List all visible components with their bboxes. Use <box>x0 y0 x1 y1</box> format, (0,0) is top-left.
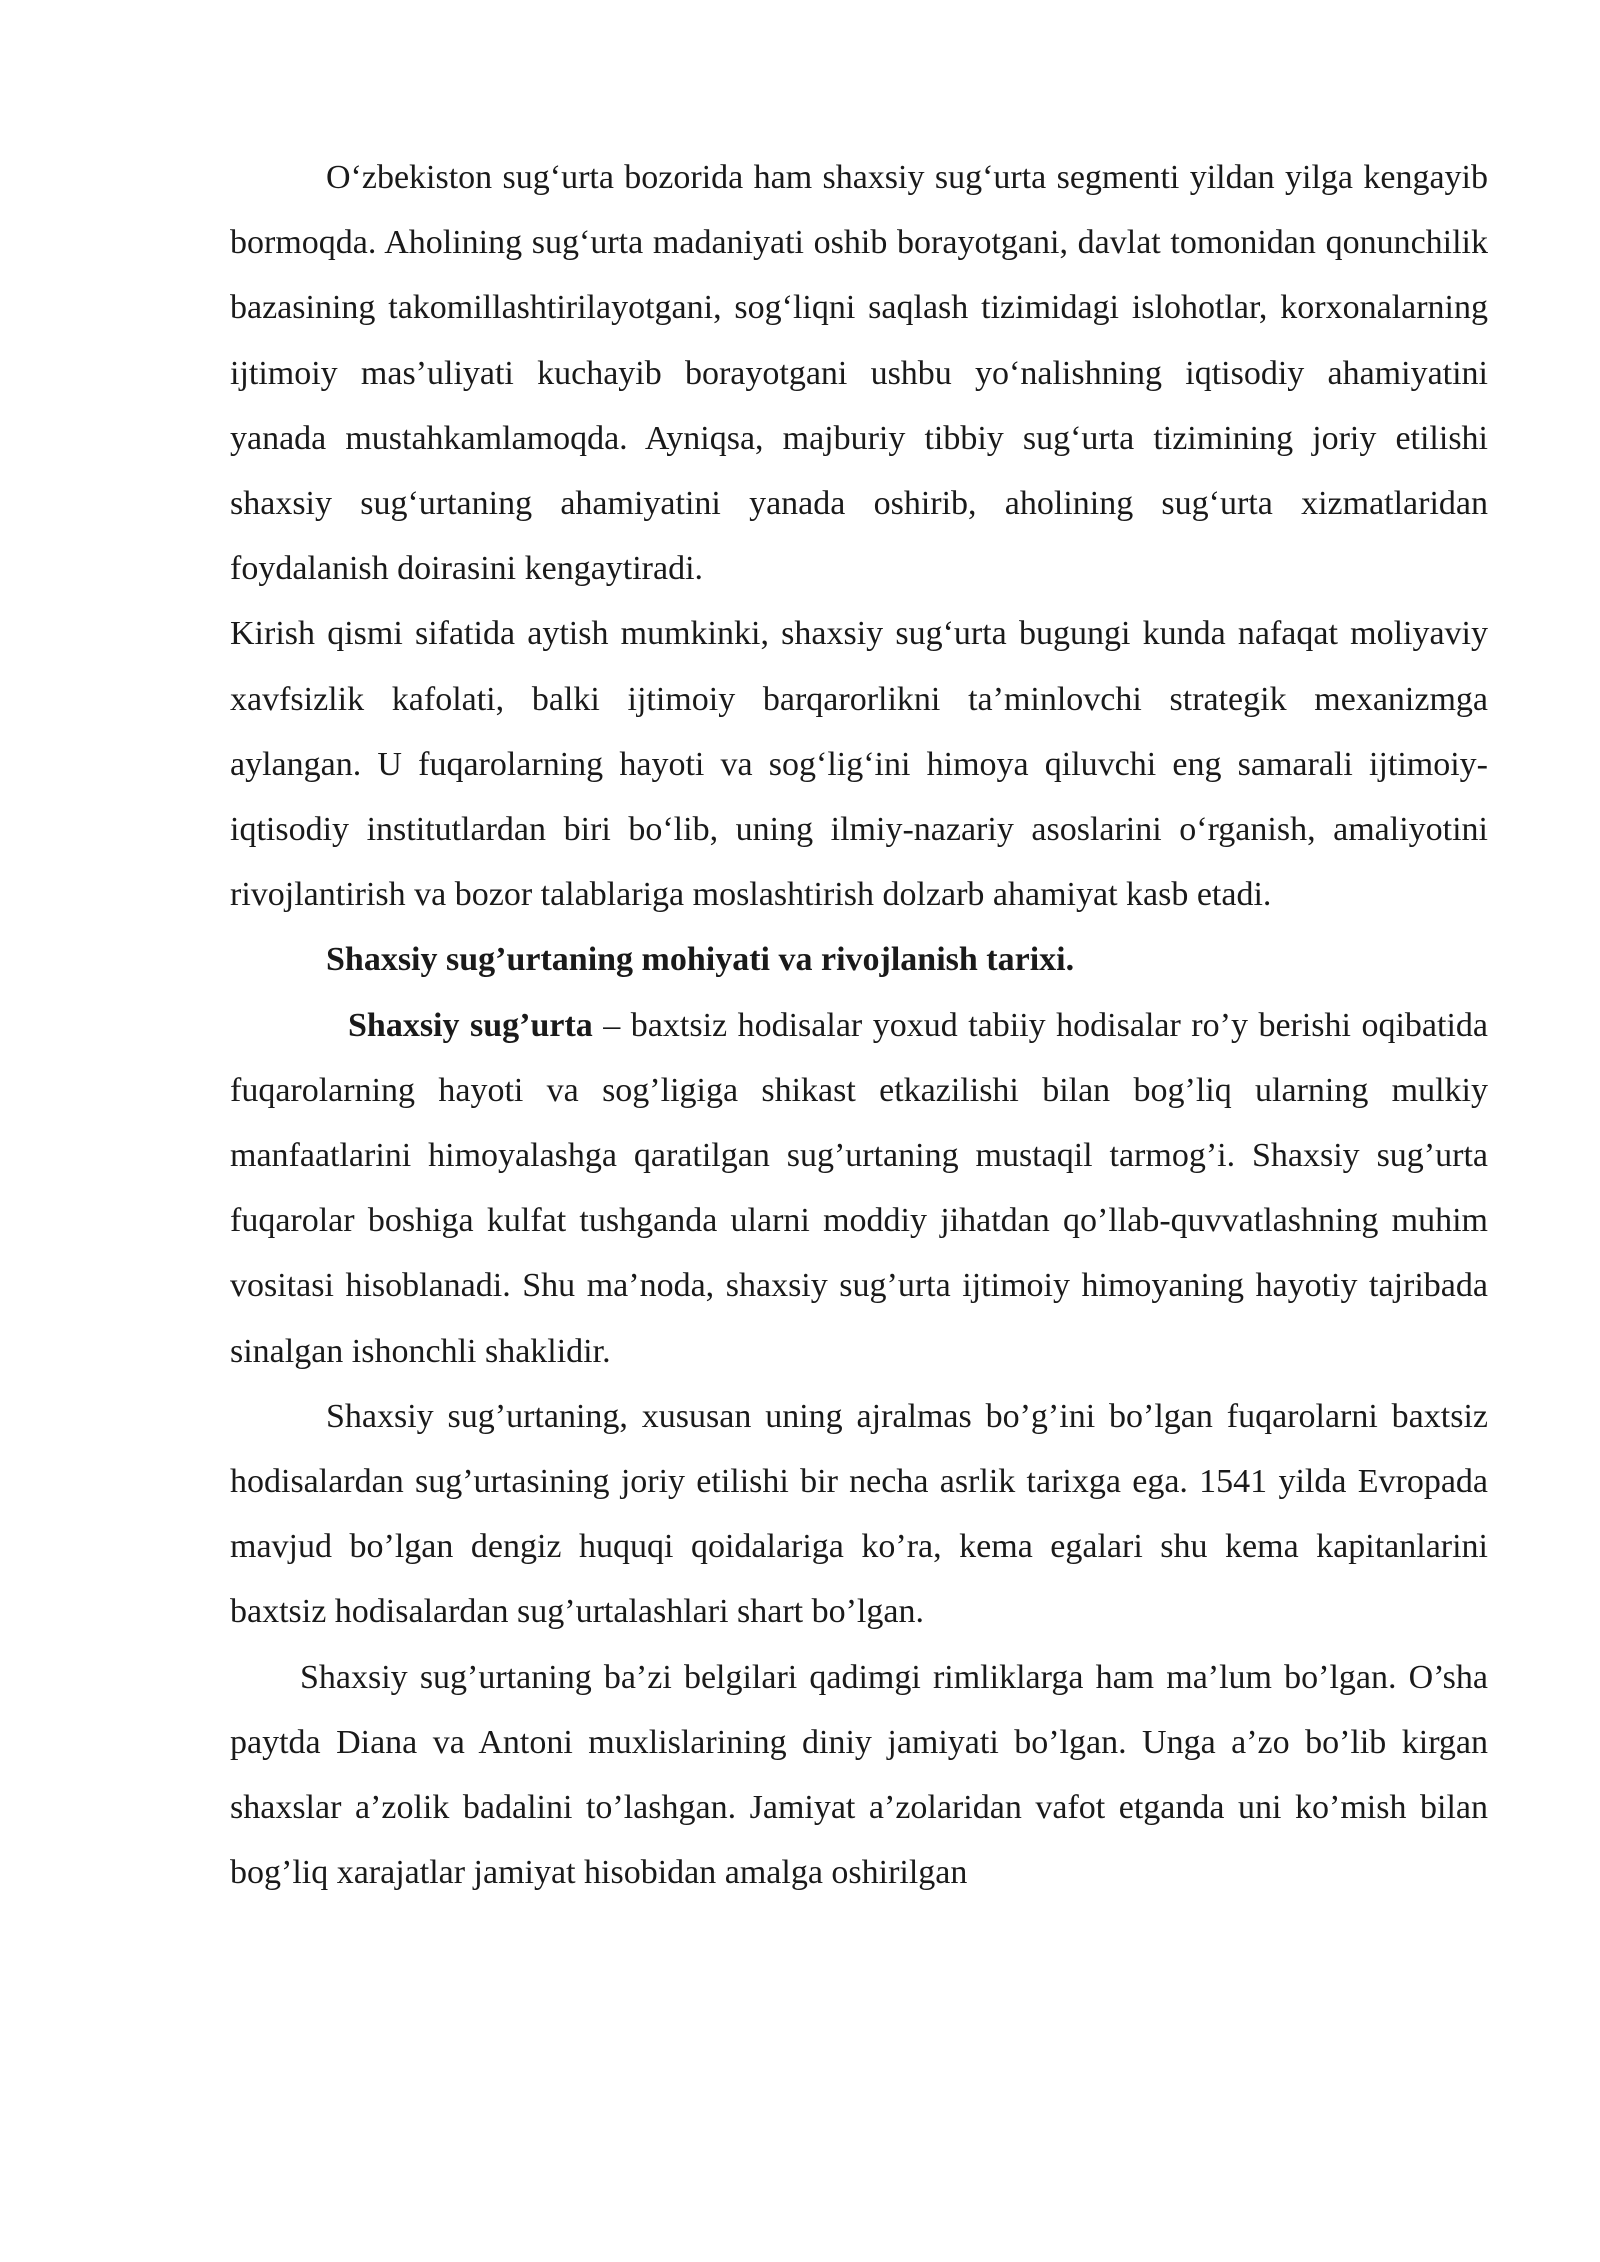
defined-term: Shaxsiy sug’urta <box>348 1006 593 1044</box>
paragraph-ancient-rome: Shaxsiy sug’urtaning ba’zi belgilari qadimgi rimliklarga ham ma’lum bo’lgan. O’sha paytda Diana va Antoni muxlislarining diniy jamiyati bo’lgan. Unga a’zo bo’lib kirgan shaxslar a’zolik badalini to’lashgan. Jamiyat a’zolaridan vafot etganda uni ko’mish bilan bog’liq xarajatlar jamiyat hisobidan amalga oshirilgan <box>230 1658 1488 1892</box>
paragraph-market-growth: O‘zbekiston sug‘urta bozorida ham shaxsiy sug‘urta segmenti yildan yilga kengayib bormoqda. Aholining sug‘urta madaniyati oshib borayotgani, davlat tomonidan qonunchilik bazasining takomillashtirilayotgani, sog‘liqni saqlash tizimidagi islohotlar, korxonalarning ijtimoiy mas’uliyati kuchayib borayotgani ushbu yo‘nalishning iqtisodiy ahamiyatini yanada mustahkamlamoqda. Ayniqsa, majburiy tibbiy sug‘urta tizimining joriy etilishi shaxsiy sug‘urtaning ahamiyatini yanada oshirib, aholining sug‘urta xizmatlaridan foydalanish doirasini kengaytiradi. <box>230 159 1488 588</box>
paragraph-definition <box>230 993 1488 1384</box>
document-body <box>230 145 1488 1905</box>
paragraph-introduction: Kirish qismi sifatida aytish mumkinki, shaxsiy sug‘urta bugungi kunda nafaqat moliyaviy xavfsizlik kafolati, balki ijtimoiy barqarorlikni ta’minlovchi strategik mexanizmga aylangan. U fuqarolarning hayoti va sog‘lig‘ini himoya qiluvchi eng samarali ijtimoiy-iqtisodiy institutlardan biri bo‘lib, uning ilmiy-nazariy asoslarini o‘rganish, amaliyotini rivojlantirish va bozor talablariga moslashtirish dolzarb ahamiyat kasb etadi. <box>230 615 1488 914</box>
paragraph-history: Shaxsiy sug’urtaning, xususan uning ajralmas bo’g’ini bo’lgan fuqarolarni baxtsiz hodisalardan sug’urtasining joriy etilishi bir necha asrlik tarixga ega. 1541 yilda Evropada mavjud bo’lgan dengiz huquqi qoidalariga ko’ra, kema egalari shu kema kapitanlarini baxtsiz hodisalardan sug’urtalashlari shart bo’lgan. <box>230 1397 1488 1631</box>
section-heading: Shaxsiy sug’urtaning mohiyati va rivojlanish tarixi. <box>326 941 1075 979</box>
definition-text: – baxtsiz hodisalar yoxud tabiiy hodisalar ro’y berishi oqibatida fuqarolarning hayoti va sog’ligiga shikast etkazilishi bilan bog’liq ularning mulkiy manfaatlarini himoyalashga qaratilgan sug’urtaning mustaqil tarmog’i. Shaxsiy sug’urta fuqarolar boshiga kulfat tushganda ularni moddiy jihatdan qo’llab-quvvatlashning muhim vositasi hisoblanadi. Shu ma’noda, shaxsiy sug’urta ijtimoiy himoyaning hayotiy tajribada sinalgan ishonchli shaklidir. <box>230 1006 1489 1370</box>
